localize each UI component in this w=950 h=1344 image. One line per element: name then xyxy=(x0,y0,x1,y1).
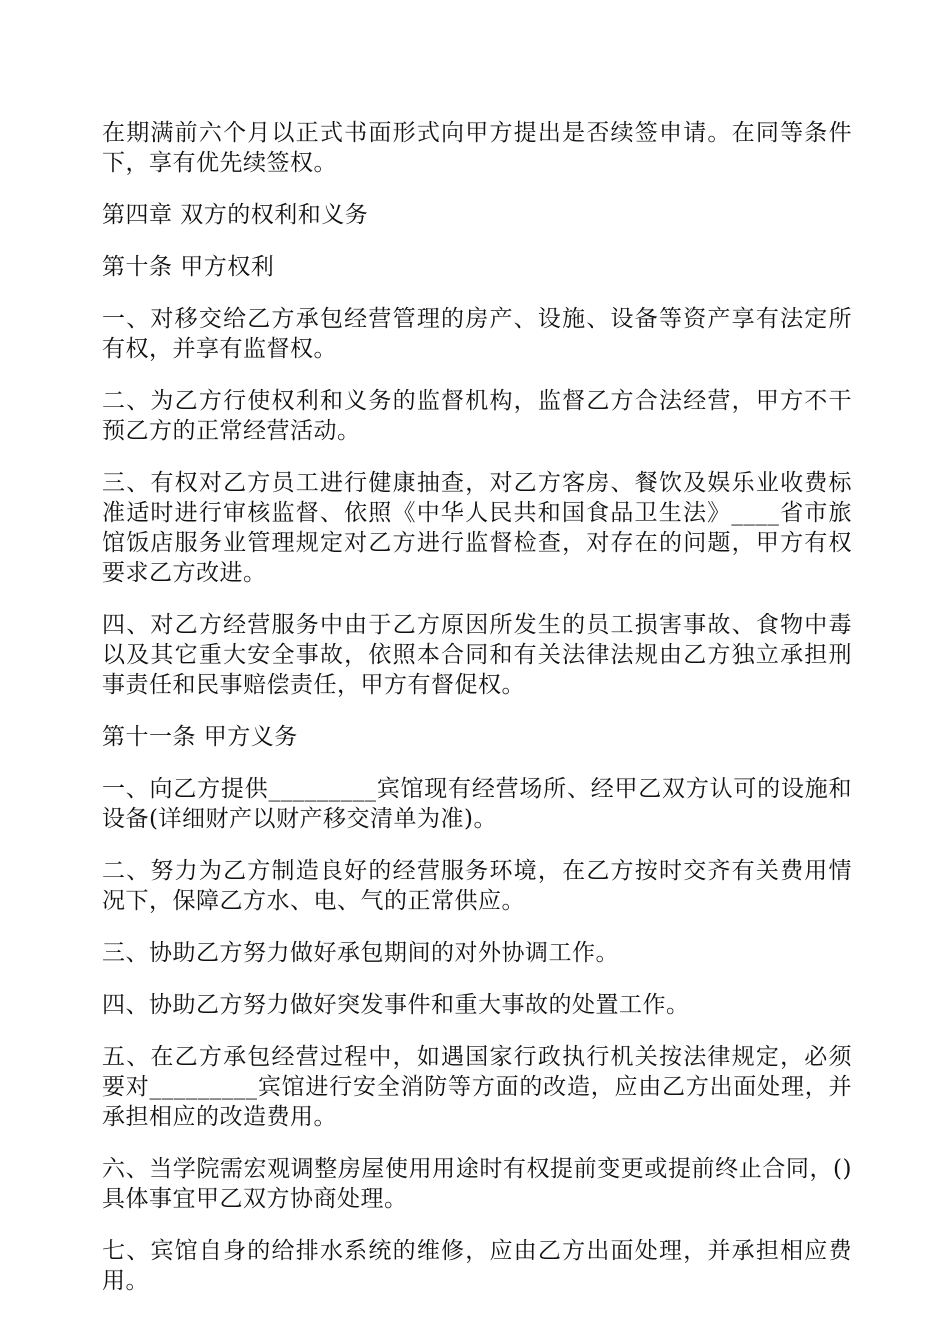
chapter-heading: 第四章 双方的权利和义务 xyxy=(102,202,369,228)
article-heading-party-a-obligations: 第十一条 甲方义务 xyxy=(102,724,298,750)
obligations-item-2: 二、努力为乙方制造良好的经营服务环境，在乙方按时交齐有关费用情况下，保障乙方水、电、气的正常供应。 xyxy=(102,858,852,914)
paragraph-renewal-continuation: 在期满前六个月以正式书面形式向甲方提出是否续签申请。在同等条件下，享有优先续签权。 xyxy=(102,120,852,176)
rights-item-1: 一、对移交给乙方承包经营管理的房产、设施、设备等资产享有法定所有权，并享有监督权。 xyxy=(102,306,852,362)
obligations-item-4: 四、协助乙方努力做好突发事件和重大事故的处置工作。 xyxy=(102,992,690,1018)
obligations-item-7: 七、宾馆自身的给排水系统的维修，应由乙方出面处理，并承担相应费用。 xyxy=(102,1238,852,1294)
obligations-item-3: 三、协助乙方努力做好承包期间的对外协调工作。 xyxy=(102,940,619,966)
article-heading-party-a-rights: 第十条 甲方权利 xyxy=(102,254,275,280)
obligations-item-1: 一、向乙方提供_________宾馆现有经营场所、经甲乙双方认可的设施和设备(详细财产以财产移交清单为准)。 xyxy=(102,776,852,832)
rights-item-3: 三、有权对乙方员工进行健康抽查，对乙方客房、餐饮及娱乐业收费标准适时进行审核监督、依照《中华人民共和国食品卫生法》____省市旅馆饭店服务业管理规定对乙方进行监督检查，对存在的问题，甲方有权要求乙方改进。 xyxy=(102,470,852,586)
document-page xyxy=(102,118,852,1318)
rights-item-2: 二、为乙方行使权利和义务的监督机构，监督乙方合法经营，甲方不干预乙方的正常经营活动。 xyxy=(102,388,852,444)
obligations-item-5: 五、在乙方承包经营过程中，如遇国家行政执行机关按法律规定，必须要对_________宾馆进行安全消防等方面的改造，应由乙方出面处理，并承担相应的改造费用。 xyxy=(102,1044,852,1130)
obligations-item-6: 六、当学院需宏观调整房屋使用用途时有权提前变更或提前终止合同，()具体事宜甲乙双方协商处理。 xyxy=(102,1156,852,1212)
rights-item-4: 四、对乙方经营服务中由于乙方原因所发生的员工损害事故、食物中毒以及其它重大安全事故，依照本合同和有关法律法规由乙方独立承担刑事责任和民事赔偿责任，甲方有督促权。 xyxy=(102,612,852,698)
